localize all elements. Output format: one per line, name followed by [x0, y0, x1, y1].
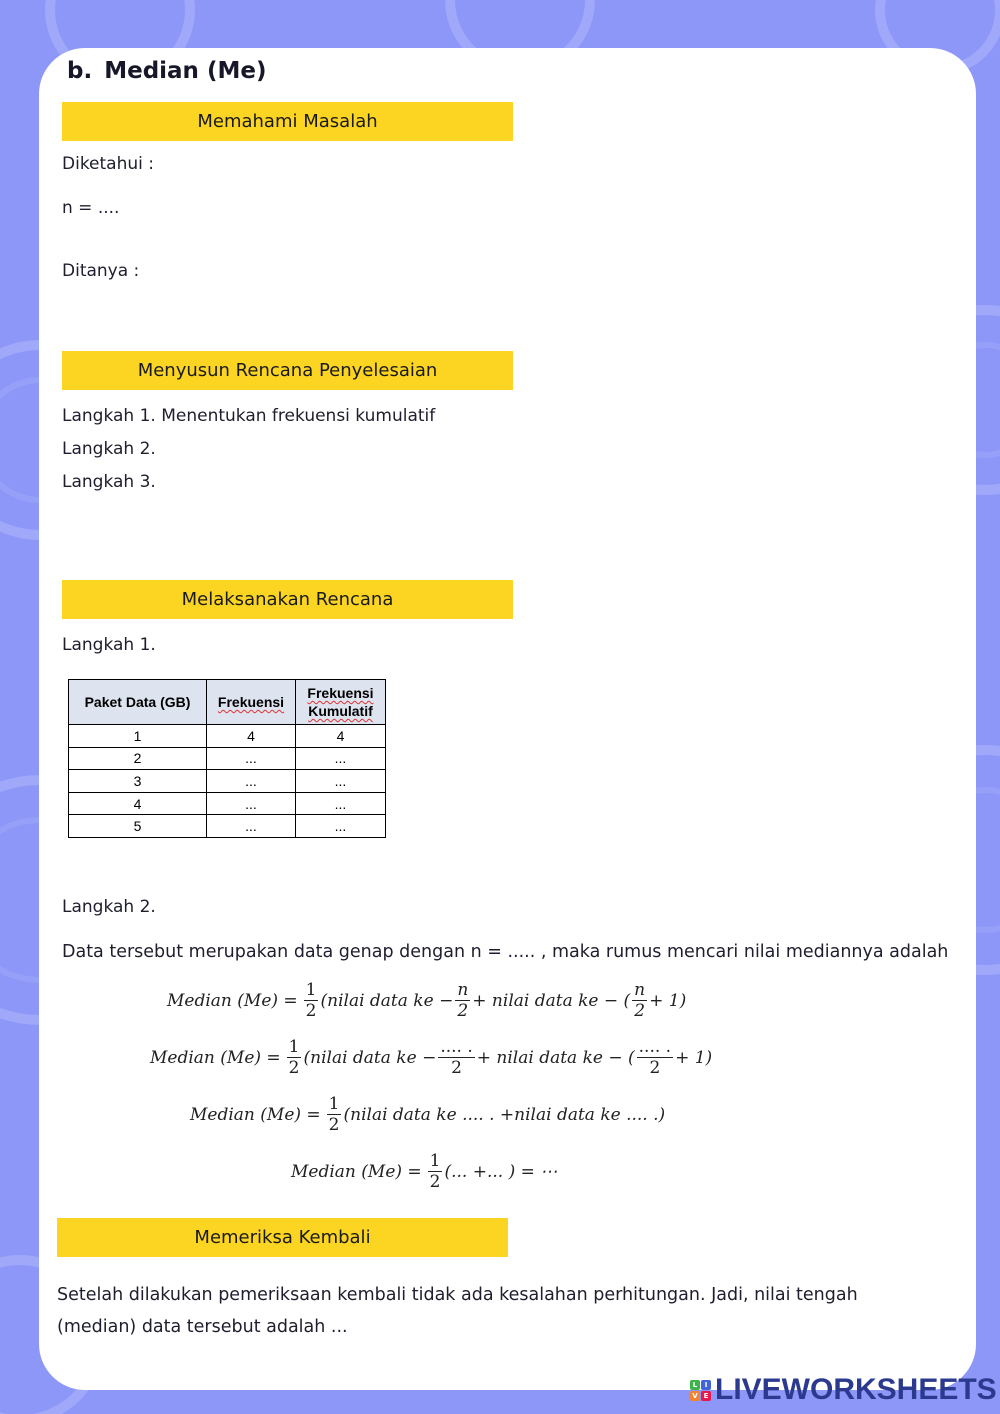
median-formula-1: Median (Me) = $\frac{1}{2}$ (nilai data ke − $\frac{n}{2}$ + nilai data ke − ( $\frac{n}{2}$ + 1) [167, 980, 687, 1021]
even-data-statement: Data tersebut merupakan data genap dengan n = ..... , maka rumus mencari nilai mediannya adalah [62, 942, 949, 962]
cell-frekuensi: ... [207, 770, 296, 793]
header-frekuensi-kumulatif: Frekuensi Kumulatif [296, 680, 386, 725]
plan-step-1: Langkah 1. Menentukan frekuensi kumulatif [62, 406, 436, 426]
table-row [69, 815, 386, 838]
liveworksheets-logo[interactable] [690, 1373, 997, 1407]
banner-understand: Memahami Masalah [62, 102, 513, 141]
cell-data: 3 [69, 770, 207, 793]
cell-frekuensi: ... [207, 747, 296, 770]
plan-step-3: Langkah 3. [62, 472, 156, 492]
section-number: b. [67, 58, 93, 84]
banner-review: Memeriksa Kembali [57, 1218, 508, 1257]
banner-execute: Melaksanakan Rencana [62, 580, 513, 619]
section-title [67, 58, 266, 84]
table-row [69, 770, 386, 793]
n-line: n = .... [62, 198, 120, 218]
cell-data: 2 [69, 747, 207, 770]
logo-mark-icon: L I V E [690, 1380, 711, 1401]
median-formula-2: Median (Me) = $\frac{1}{2}$ (nilai data ke − $\frac{.... .}{2}$ + nilai data ke − ( $\frac{.... .}{2}$ + 1) [150, 1037, 713, 1078]
header-paket-data: Paket Data (GB) [69, 680, 207, 725]
median-formula-4: Median (Me) = $\frac{1}{2}$ (... +... ) = ⋯ [291, 1151, 558, 1192]
known-label: Diketahui : [62, 154, 154, 174]
cell-frekuensi: ... [207, 792, 296, 815]
review-line-2: (median) data tersebut adalah ... [57, 1317, 348, 1337]
cell-kumulatif: ... [296, 770, 386, 793]
review-line-1: Setelah dilakukan pemeriksaan kembali tidak ada kesalahan perhitungan. Jadi, nilai tengah [57, 1285, 858, 1305]
cell-kumulatif: ... [296, 747, 386, 770]
cell-kumulatif: 4 [296, 725, 386, 748]
cell-kumulatif: ... [296, 792, 386, 815]
section-heading: Median (Me) [104, 58, 267, 84]
header-frekuensi: Frekuensi [207, 680, 296, 725]
cell-frekuensi: ... [207, 815, 296, 838]
table-row [69, 725, 386, 748]
cell-data: 1 [69, 725, 207, 748]
execute-step-2: Langkah 2. [62, 897, 156, 917]
plan-step-2: Langkah 2. [62, 439, 156, 459]
cell-data: 4 [69, 792, 207, 815]
frequency-table [68, 679, 386, 838]
execute-step-1: Langkah 1. [62, 635, 156, 655]
cell-data: 5 [69, 815, 207, 838]
cell-kumulatif: ... [296, 815, 386, 838]
asked-label: Ditanya : [62, 261, 140, 281]
table-row [69, 792, 386, 815]
median-formula-3: Median (Me) = $\frac{1}{2}$ (nilai data ke .... . +nilai data ke .... .) [190, 1094, 666, 1135]
cell-frekuensi: 4 [207, 725, 296, 748]
table-row [69, 747, 386, 770]
table-header-row [69, 680, 386, 725]
banner-plan: Menyusun Rencana Penyelesaian [62, 351, 513, 390]
logo-text: LIVEWORKSHEETS [715, 1373, 997, 1406]
